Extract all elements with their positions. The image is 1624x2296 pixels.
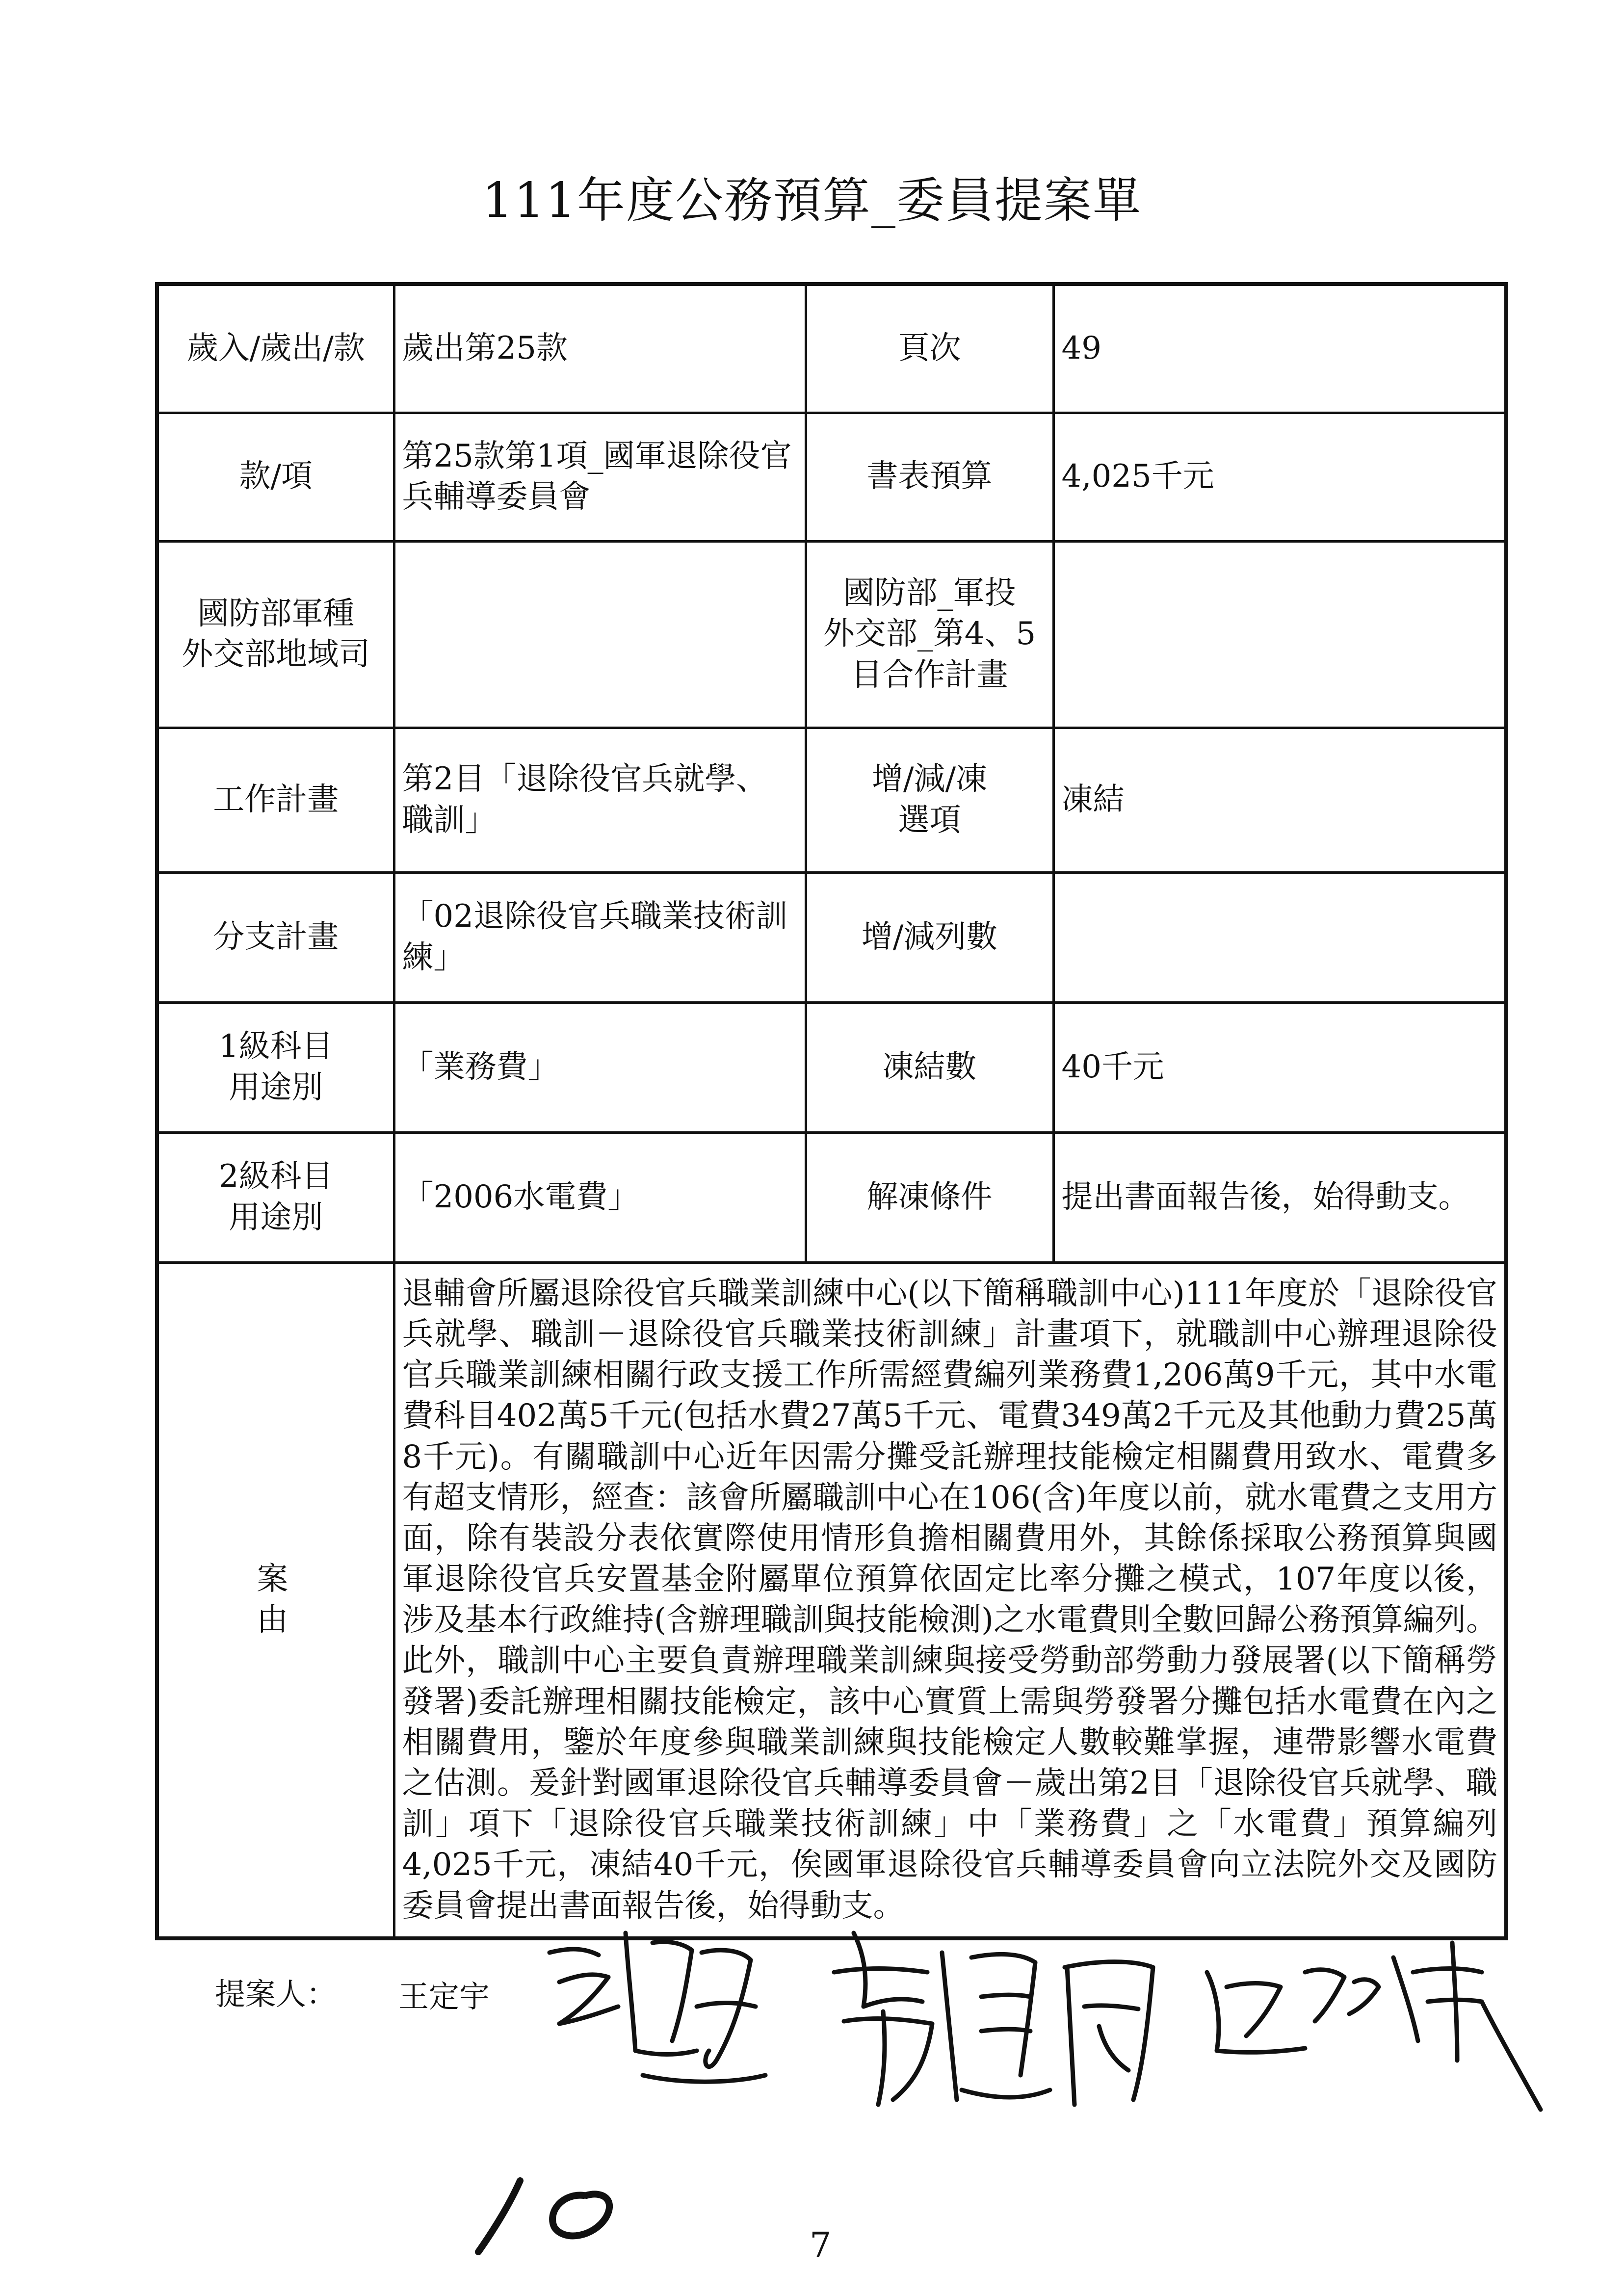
label-revenue-expense-account: 歲入/歲出/款 [157, 284, 394, 413]
label-adjust-option-line1: 增/減/凍 [871, 761, 988, 798]
label-cooperation-plan-line3: 目合作計畫 [851, 656, 1008, 693]
value-page: 49 [1053, 284, 1506, 413]
value-revenue-expense-account: 歲出第25款 [394, 284, 806, 413]
proposal-form-table [155, 282, 1508, 1940]
label-account-item: 款/項 [157, 413, 394, 541]
label-level1-subject-line2: 用途別 [229, 1069, 323, 1106]
label-department-line1: 國防部軍種 [197, 595, 355, 632]
label-adjust-option [806, 728, 1053, 872]
form-row-branch-plan [157, 872, 1506, 1002]
value-adjust-amount [1053, 872, 1506, 1002]
value-reason: 退輔會所屬退除役官兵職業訓練中心(以下簡稱職訓中心)111年度於「退除役官兵就學、職訓－退除役官兵職業技術訓練」計畫項下，就職訓中心辦理退除役官兵職業訓練相關行政支援工作所需經費編列業務費1,206萬9千元，其中水電費科目402萬5千元(包括水費27萬5千元、電費349萬2千元及其他動力費25萬8千元)。有關職訓中心近年因需分攤受託辦理技能檢定相關費用致水、電費多有超支情形，經查：該會所屬職訓中心在106(含)年度以前，就水電費之支用方面，除有裝設分表依實際使用情形負擔相關費用外，其餘係採取公務預算與國軍退除役官兵安置基金附屬單位預算依固定比率分攤之模式，107年度以後，涉及基本行政維持(含辦理職訓與技能檢測)之水電費則全數回歸公務預算編列。此外，職訓中心主要負責辦理職業訓練與接受勞動部勞動力發展署(以下簡稱勞發署)委託辦理相關技能檢定，該中心實質上需與勞發署分攤包括水電費在內之相關費用，鑒於年度參與職業訓練與技能檢定人數較難掌握，連帶影響水電費之估測。爰針對國軍退除役官兵輔導委員會－歲出第2目「退除役官兵就學、職訓」項下「退除役官兵職業技術訓練」中「業務費」之「水電費」預算編列4,025千元，凍結40千元，俟國軍退除役官兵輔導委員會向立法院外交及國防委員會提出書面報告後，始得動支。 [394, 1262, 1506, 1938]
label-department [157, 541, 394, 728]
label-adjust-amount: 增/減列數 [806, 872, 1053, 1002]
label-page: 頁次 [806, 284, 1053, 413]
label-level2-subject-line1: 2級科目 [218, 1158, 333, 1195]
label-level1-subject-line1: 1級科目 [218, 1028, 333, 1065]
label-reason: 案由 [157, 1262, 394, 1938]
label-department-line2: 外交部地域司 [182, 636, 370, 673]
label-branch-plan: 分支計畫 [157, 872, 394, 1002]
value-department [394, 541, 806, 728]
value-work-plan: 第2目「退除役官兵就學、職訓」 [394, 728, 806, 872]
value-frozen-amount: 40千元 [1053, 1002, 1506, 1132]
label-frozen-amount: 凍結數 [806, 1002, 1053, 1132]
handwritten-signatures [540, 1913, 1550, 2129]
proposer-name: 王定宇 [398, 1979, 490, 2014]
label-printed-budget: 書表預算 [806, 413, 1053, 541]
handwritten-page-number-10 [456, 2168, 643, 2262]
label-level2-subject-line2: 用途別 [229, 1199, 323, 1236]
form-row-level1-subject [157, 1002, 1506, 1132]
value-account-item: 第25款第1項_國軍退除役官兵輔導委員會 [394, 413, 806, 541]
label-level2-subject [157, 1132, 394, 1262]
label-adjust-option-line2: 選項 [898, 802, 961, 838]
label-cooperation-plan [806, 541, 1053, 728]
value-level2-subject: 「2006水電費」 [394, 1132, 806, 1262]
form-row-level2-subject [157, 1132, 1506, 1262]
form-row-account [157, 284, 1506, 413]
form-row-work-plan [157, 728, 1506, 872]
label-cooperation-plan-line2: 外交部_第4、5 [823, 616, 1036, 652]
form-row-item [157, 413, 1506, 541]
form-row-department [157, 541, 1506, 728]
label-work-plan: 工作計畫 [157, 728, 394, 872]
form-row-reason [157, 1262, 1506, 1938]
value-cooperation-plan [1053, 541, 1506, 728]
value-branch-plan: 「02退除役官兵職業技術訓練」 [394, 872, 806, 1002]
value-unfreeze-condition: 提出書面報告後，始得動支。 [1053, 1132, 1506, 1262]
proposer-label: 提案人： [215, 1976, 337, 2012]
value-level1-subject: 「業務費」 [394, 1002, 806, 1132]
document-title: 111年度公務預算_委員提案單 [482, 173, 1142, 229]
label-level1-subject [157, 1002, 394, 1132]
label-cooperation-plan-line1: 國防部_軍投 [843, 575, 1016, 612]
value-adjust-option: 凍結 [1053, 728, 1506, 872]
page-number: 7 [810, 2225, 832, 2265]
label-unfreeze-condition: 解凍條件 [806, 1132, 1053, 1262]
value-printed-budget: 4,025千元 [1053, 413, 1506, 541]
